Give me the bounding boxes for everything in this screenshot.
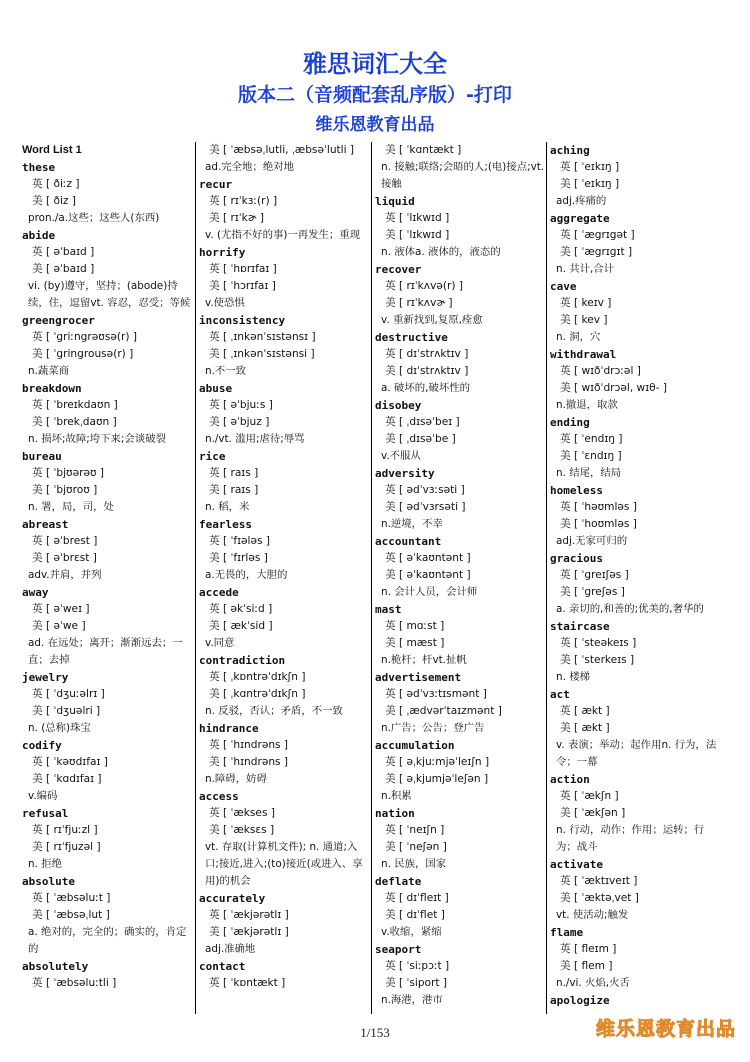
- uk-pronunciation: 英 [ ˈhɒrɪfaɪ ]: [209, 263, 277, 275]
- definition: n./vt. 滥用;虐待;辱骂: [205, 433, 305, 445]
- headword: accurately: [199, 892, 266, 905]
- definition: adj.无家可归的: [556, 535, 628, 547]
- uk-pronunciation: 英 [ rɪˈkɜː(r) ]: [209, 195, 278, 207]
- headword: refusal: [22, 807, 69, 820]
- definition: n. 洞，穴: [556, 331, 601, 343]
- uk-pronunciation: 英 [ əˈweɪ ]: [32, 603, 90, 615]
- headword: bureau: [22, 450, 62, 463]
- headword: fearless: [199, 518, 252, 531]
- definition: n. 民族，国家: [381, 858, 447, 870]
- definition: v.使恐惧: [205, 297, 245, 309]
- word-column-4: [550, 142, 720, 1014]
- us-pronunciation: 美 [ ˈæbsəˌlutli, ˌæbsəˈlutli ]: [209, 144, 355, 156]
- headword: cave: [550, 280, 577, 293]
- us-pronunciation: 美 [ ˌkɑntrəˈdɪkʃn ]: [209, 688, 306, 700]
- us-pronunciation: 美 [ rɪˈkɚ ]: [209, 212, 264, 224]
- headword: flame: [550, 926, 584, 939]
- headword: hindrance: [199, 722, 259, 735]
- headword: abide: [22, 229, 56, 242]
- us-pronunciation: 美 [ ˈhoʊmləs ]: [560, 518, 637, 530]
- us-pronunciation: 美 [ ˈhɪndrəns ]: [209, 756, 289, 768]
- us-pronunciation: 美 [ ˈsiport ]: [385, 977, 448, 989]
- headword: access: [199, 790, 239, 803]
- headword: contact: [199, 960, 246, 973]
- headword: withdrawal: [550, 348, 617, 361]
- headword: jewelry: [22, 671, 69, 684]
- definition: v. 重新找到,复原,痊愈: [381, 314, 483, 326]
- uk-pronunciation: 英 [ ˈækʃn ]: [560, 790, 619, 802]
- word-list-title: Word List 1: [22, 144, 82, 156]
- headword: breakdown: [22, 382, 82, 395]
- uk-pronunciation: 英 [ ˈgreɪʃəs ]: [560, 569, 629, 581]
- definition: v.不服从: [381, 450, 421, 462]
- definition: n. 结尾，结局: [556, 467, 622, 479]
- headword: recover: [375, 263, 422, 276]
- us-pronunciation: 美 [ flem ]: [560, 960, 613, 972]
- uk-pronunciation: 英 [ əkˈsiːd ]: [209, 603, 273, 615]
- uk-pronunciation: 英 [ ˈsteəkeɪs ]: [560, 637, 637, 649]
- definition: n.蔬菜商: [28, 365, 70, 377]
- us-pronunciation: 美 [ ˈkɑdɪfaɪ ]: [32, 773, 102, 785]
- definition: vt. 存取(计算机文件); n. 通道;入口;接近,进入;(to)接近(或进入、享用)的机会: [205, 841, 363, 887]
- definition: vt. 使活动;触发: [556, 909, 629, 921]
- headword: recur: [199, 178, 233, 191]
- uk-pronunciation: 英 [ ˈæktɪveɪt ]: [560, 875, 638, 887]
- definition: a.无畏的，大胆的: [205, 569, 288, 581]
- us-pronunciation: 美 [ ˈæktəˌvet ]: [560, 892, 639, 904]
- definition: v. (尤指不好的事)一再发生；重现: [205, 229, 361, 241]
- definition: n. 损坏;故障;垮下来;会谈破裂: [28, 433, 166, 445]
- headword: abuse: [199, 382, 233, 395]
- us-pronunciation: 美 [ ˈeɪkɪŋ ]: [560, 178, 620, 190]
- us-pronunciation: 美 [ ˈkɑntækt ]: [385, 144, 462, 156]
- us-pronunciation: 美 [ kev ]: [560, 314, 608, 326]
- us-pronunciation: 美 [ ðiz ]: [32, 195, 76, 207]
- us-pronunciation: 美 [ əˈbrɛst ]: [32, 552, 97, 564]
- uk-pronunciation: 英 [ ˈdʒuːəlrɪ ]: [32, 688, 105, 700]
- uk-pronunciation: 英 [ əˈbjuːs ]: [209, 399, 273, 411]
- uk-pronunciation: 英 [ ˈhəʊmləs ]: [560, 501, 637, 513]
- us-pronunciation: 美 [ ˈækjərətlɪ ]: [209, 926, 289, 938]
- uk-pronunciation: 英 [ dɪˈstrʌktɪv ]: [385, 348, 469, 360]
- uk-pronunciation: 英 [ ˈkɒntækt ]: [209, 977, 286, 989]
- definition: adj.疼痛的: [556, 195, 607, 207]
- headword: seaport: [375, 943, 422, 956]
- uk-pronunciation: 英 [ ˈbreɪkdaʊn ]: [32, 399, 118, 411]
- definition: v.同意: [205, 637, 235, 649]
- uk-pronunciation: 英 [ ˈæbsəluːt ]: [32, 892, 111, 904]
- uk-pronunciation: 英 [ ˈeɪkɪŋ ]: [560, 161, 620, 173]
- us-pronunciation: 美 [ ˈbrekˌdaʊn ]: [32, 416, 117, 428]
- definition: n. 行动，动作；作用；运转；行为；战斗: [556, 824, 705, 853]
- uk-pronunciation: 英 [ ˈkəʊdɪfaɪ ]: [32, 756, 108, 768]
- headword: inconsistency: [199, 314, 286, 327]
- us-pronunciation: 美 [ dɪˈstrʌktɪv ]: [385, 365, 469, 377]
- us-pronunciation: 美 [ ˌdɪsəˈbe ]: [385, 433, 456, 445]
- us-pronunciation: 美 [ ˈbjʊroʊ ]: [32, 484, 98, 496]
- uk-pronunciation: 英 [ ðiːz ]: [32, 178, 80, 190]
- us-pronunciation: 美 [ ˈægrɪgɪt ]: [560, 246, 633, 258]
- uk-pronunciation: 英 [ ˈækses ]: [209, 807, 275, 819]
- us-pronunciation: 美 [ ˈækʃən ]: [560, 807, 626, 819]
- uk-pronunciation: 英 [ əˌkjuːmjəˈleɪʃn ]: [385, 756, 490, 768]
- headword: accumulation: [375, 739, 455, 752]
- uk-pronunciation: 英 [ fleɪm ]: [560, 943, 617, 955]
- definition: n. 液体a. 液体的，液态的: [381, 246, 501, 258]
- us-pronunciation: 美 [ ˈlɪkwɪd ]: [385, 229, 450, 241]
- uk-pronunciation: 英 [ əˈkaʊntənt ]: [385, 552, 471, 564]
- us-pronunciation: 美 [ rɪˈkʌvɚ ]: [385, 297, 453, 309]
- definition: pron./a.这些；这些人(东西): [28, 212, 160, 224]
- uk-pronunciation: 英 [ əˈbaɪd ]: [32, 246, 95, 258]
- uk-pronunciation: 英 [ ˈhɪndrəns ]: [209, 739, 289, 751]
- headword: ending: [550, 416, 590, 429]
- us-pronunciation: 美 [ ədˈvɜrsəti ]: [385, 501, 466, 513]
- definition: n. 署，局，司，处: [28, 501, 114, 513]
- headword: codify: [22, 739, 62, 752]
- headword: greengrocer: [22, 314, 95, 327]
- uk-pronunciation: 英 [ dɪˈfleɪt ]: [385, 892, 449, 904]
- headword: horrify: [199, 246, 246, 259]
- definition: v.收缩，紧缩: [381, 926, 442, 938]
- uk-pronunciation: 英 [ ˌɪnkənˈsɪstənsɪ ]: [209, 331, 316, 343]
- uk-pronunciation: 英 [ ˌdɪsəˈbeɪ ]: [385, 416, 460, 428]
- definition: n./vi. 火焰,火舌: [556, 977, 630, 989]
- headword: mast: [375, 603, 402, 616]
- uk-pronunciation: 英 [ ˈfɪələs ]: [209, 535, 271, 547]
- definition: n. (总称)珠宝: [28, 722, 91, 734]
- headword: liquid: [375, 195, 415, 208]
- definition: a. 破坏的,破坏性的: [381, 382, 471, 394]
- document-title: 雅思词汇大全: [303, 50, 447, 78]
- headword: deflate: [375, 875, 422, 888]
- us-pronunciation: 美 [ ˈfɪrləs ]: [209, 552, 268, 564]
- definition: n. 会计人员，会计师: [381, 586, 478, 598]
- uk-pronunciation: 英 [ ˈbjʊərəʊ ]: [32, 467, 105, 479]
- definition: n.桅杆；杆vt.扯帆: [381, 654, 467, 666]
- uk-pronunciation: 英 [ ˈgriːngrəʊsə(r) ]: [32, 331, 137, 343]
- uk-pronunciation: 英 [ əˈbrest ]: [32, 535, 98, 547]
- us-pronunciation: 美 [ ˈæksɛs ]: [209, 824, 275, 836]
- headword: nation: [375, 807, 415, 820]
- headword: aggregate: [550, 212, 610, 225]
- headword: homeless: [550, 484, 603, 497]
- headword: absolute: [22, 875, 75, 888]
- uk-pronunciation: 英 [ ˈækjərətlɪ ]: [209, 909, 289, 921]
- definition: a. 绝对的，完全的；确实的，肯定的: [28, 926, 187, 955]
- headword: away: [22, 586, 49, 599]
- us-pronunciation: 美 [ əˈbaɪd ]: [32, 263, 95, 275]
- uk-pronunciation: 英 [ ˈlɪkwɪd ]: [385, 212, 450, 224]
- definition: n.撤退，取款: [556, 399, 618, 411]
- definition: n. 楼梯: [556, 671, 590, 683]
- headword: activate: [550, 858, 603, 871]
- headword: accountant: [375, 535, 442, 548]
- definition: v. 表演；举动；起作用n. 行为，法令；一幕: [556, 739, 717, 768]
- definition: v.编码: [28, 790, 58, 802]
- word-list-columns: [22, 142, 732, 1014]
- us-pronunciation: 美 [ ˈsterkeɪs ]: [560, 654, 635, 666]
- us-pronunciation: 美 [ ˈgringrousə(r) ]: [32, 348, 134, 360]
- definition: n. 稻，米: [205, 501, 250, 513]
- headword: action: [550, 773, 590, 786]
- us-pronunciation: 美 [ ˈæbsəˌlut ]: [32, 909, 110, 921]
- us-pronunciation: 美 [ əˌkjumjəˈleʃən ]: [385, 773, 489, 785]
- us-pronunciation: 美 [ ækˈsid ]: [209, 620, 273, 632]
- word-column-2: [199, 142, 369, 1014]
- us-pronunciation: 美 [ ˈgreʃəs ]: [560, 586, 625, 598]
- definition: n. 反驳，否认；矛盾，不一致: [205, 705, 343, 717]
- uk-pronunciation: 英 [ ˈsiːpɔːt ]: [385, 960, 450, 972]
- word-column-1: [22, 142, 192, 1014]
- definition: n. 拒绝: [28, 858, 62, 870]
- headword: advertisement: [375, 671, 462, 684]
- page-number: 1/153: [360, 1025, 390, 1040]
- us-pronunciation: 美 [ ækt ]: [560, 722, 610, 734]
- uk-pronunciation: 英 [ ədˈvɜːtɪsmənt ]: [385, 688, 487, 700]
- us-pronunciation: 美 [ əˈwe ]: [32, 620, 86, 632]
- us-pronunciation: 美 [ ˈɛndɪŋ ]: [560, 450, 622, 462]
- definition: n.海港，港市: [381, 994, 443, 1006]
- publisher-line: 维乐恩教育出品: [315, 115, 435, 135]
- definition: n.积累: [381, 790, 412, 802]
- us-pronunciation: 美 [ ˌɪnkənˈsɪstənsi ]: [209, 348, 315, 360]
- definition: n.不一致: [205, 365, 247, 377]
- definition: ad.完全地；绝对地: [205, 161, 294, 173]
- us-pronunciation: 美 [ ˈneʃən ]: [385, 841, 447, 853]
- publisher-watermark: 维乐恩教育出品: [595, 1018, 736, 1040]
- us-pronunciation: 美 [ ˌædvərˈtaɪzmənt ]: [385, 705, 502, 717]
- document-subtitle: 版本二（音频配套乱序版）-打印: [238, 84, 512, 106]
- us-pronunciation: 美 [ dɪˈflet ]: [385, 909, 445, 921]
- uk-pronunciation: 英 [ ækt ]: [560, 705, 610, 717]
- us-pronunciation: 美 [ əˈkaʊntənt ]: [385, 569, 471, 581]
- headword: staircase: [550, 620, 610, 633]
- definition: adv.并肩，并列: [28, 569, 102, 581]
- headword: these: [22, 161, 56, 174]
- us-pronunciation: 美 [ raɪs ]: [209, 484, 259, 496]
- word-column-3: [375, 142, 545, 1014]
- headword: adversity: [375, 467, 435, 480]
- uk-pronunciation: 英 [ rɪˈfjuːzl ]: [32, 824, 98, 836]
- us-pronunciation: 美 [ əˈbjuz ]: [209, 416, 270, 428]
- uk-pronunciation: 英 [ ˈendɪŋ ]: [560, 433, 623, 445]
- headword: destructive: [375, 331, 448, 344]
- uk-pronunciation: 英 [ ˈneɪʃn ]: [385, 824, 445, 836]
- definition: vi. (by)遵守，坚持；(abode)持续，住，逗留vt. 容忍，忍受；等候: [28, 280, 191, 309]
- headword: aching: [550, 144, 590, 157]
- definition: ad. 在远处；离开；渐渐远去；一直；去掉: [28, 637, 183, 666]
- headword: accede: [199, 586, 239, 599]
- headword: absolutely: [22, 960, 89, 973]
- headword: contradiction: [199, 654, 286, 667]
- uk-pronunciation: 英 [ ədˈvɜːsəti ]: [385, 484, 465, 496]
- headword: act: [550, 688, 570, 701]
- uk-pronunciation: 英 [ keɪv ]: [560, 297, 612, 309]
- definition: n.逆境，不幸: [381, 518, 443, 530]
- definition: n.障碍，妨碍: [205, 773, 267, 785]
- definition: adj.准确地: [205, 943, 256, 955]
- us-pronunciation: 美 [ mæst ]: [385, 637, 445, 649]
- us-pronunciation: 美 [ rɪˈfjuzəl ]: [32, 841, 101, 853]
- uk-pronunciation: 英 [ mɑːst ]: [385, 620, 445, 632]
- definition: n. 共计,合计: [556, 263, 615, 275]
- definition: n.广告；公告；登广告: [381, 722, 485, 734]
- uk-pronunciation: 英 [ ˈæbsəluːtli ]: [32, 977, 117, 989]
- uk-pronunciation: 英 [ wɪðˈdrɔːəl ]: [560, 365, 641, 377]
- us-pronunciation: 美 [ ˈhɔrɪfaɪ ]: [209, 280, 276, 292]
- headword: rice: [199, 450, 226, 463]
- headword: disobey: [375, 399, 422, 412]
- us-pronunciation: 美 [ wɪðˈdrɔəl, wɪθ- ]: [560, 382, 667, 394]
- definition: a. 亲切的,和善的;优美的,奢华的: [556, 603, 704, 615]
- uk-pronunciation: 英 [ rɪˈkʌvə(r) ]: [385, 280, 463, 292]
- headword: abreast: [22, 518, 69, 531]
- definition: n. 接触;联络;会晤的人;(电)接点;vt. 接触: [381, 161, 545, 190]
- headword: apologize: [550, 994, 610, 1007]
- headword: gracious: [550, 552, 603, 565]
- us-pronunciation: 美 [ ˈdʒuəlri ]: [32, 705, 101, 717]
- uk-pronunciation: 英 [ ˌkɒntrəˈdɪkʃn ]: [209, 671, 306, 683]
- uk-pronunciation: 英 [ raɪs ]: [209, 467, 259, 479]
- uk-pronunciation: 英 [ ˈægrɪgət ]: [560, 229, 635, 241]
